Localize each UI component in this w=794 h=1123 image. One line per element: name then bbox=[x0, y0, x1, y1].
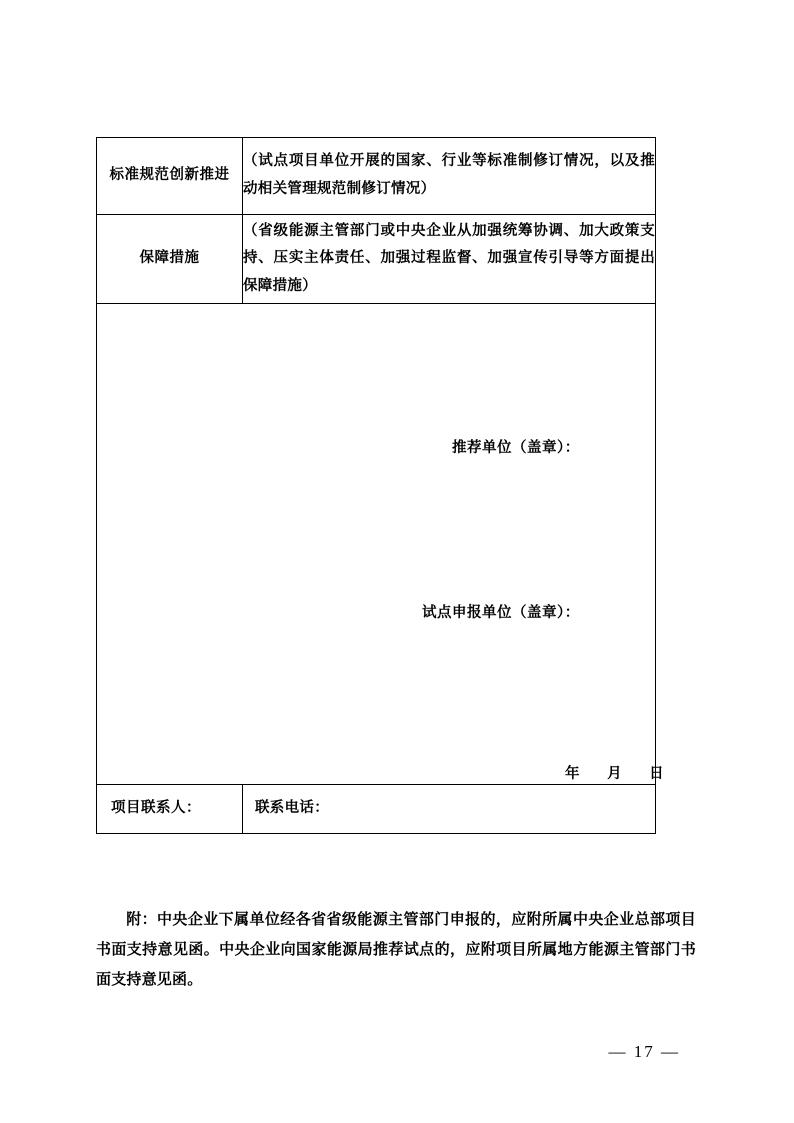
date-year-label: 年 bbox=[565, 766, 580, 782]
row-label-standard-innovation: 标准规范创新推进 bbox=[97, 138, 243, 215]
attachment-note-text: 附：中央企业下属单位经各省省级能源主管部门申报的，应附所属中央企业总部项目书面支持意见函。中央企业向国家能源局推荐试点的，应附项目所属地方能源主管部门书面支持意见函。 bbox=[96, 911, 696, 988]
attachment-note bbox=[96, 905, 696, 995]
table-row bbox=[97, 138, 656, 215]
application-form-table bbox=[96, 137, 665, 834]
contact-phone-label: 联系电话： bbox=[243, 785, 656, 834]
date-line bbox=[565, 762, 664, 783]
row-content-safeguard-measures: （省级能源主管部门或中央企业从加强统筹协调、加大政策支持、压实主体责任、加强过程监督、加强宣传引导等方面提出保障措施） bbox=[243, 215, 656, 304]
row-label-safeguard-measures: 保障措施 bbox=[97, 215, 243, 304]
signature-area bbox=[97, 304, 665, 785]
table-row-contact bbox=[97, 785, 656, 834]
table-row-signature bbox=[97, 304, 656, 785]
table-row bbox=[97, 215, 656, 304]
declare-unit-seal-label: 试点申报单位（盖章）： bbox=[422, 605, 580, 621]
contact-person-label: 项目联系人： bbox=[97, 785, 243, 834]
date-day-label: 日 bbox=[649, 766, 665, 782]
row-content-standard-innovation: （试点项目单位开展的国家、行业等标准制修订情况，以及推动相关管理规范制修订情况） bbox=[243, 138, 656, 215]
date-month-label: 月 bbox=[607, 766, 623, 782]
page-number: — 17 — bbox=[608, 1042, 680, 1061]
recommend-unit-seal-label: 推荐单位（盖章）： bbox=[452, 440, 580, 456]
